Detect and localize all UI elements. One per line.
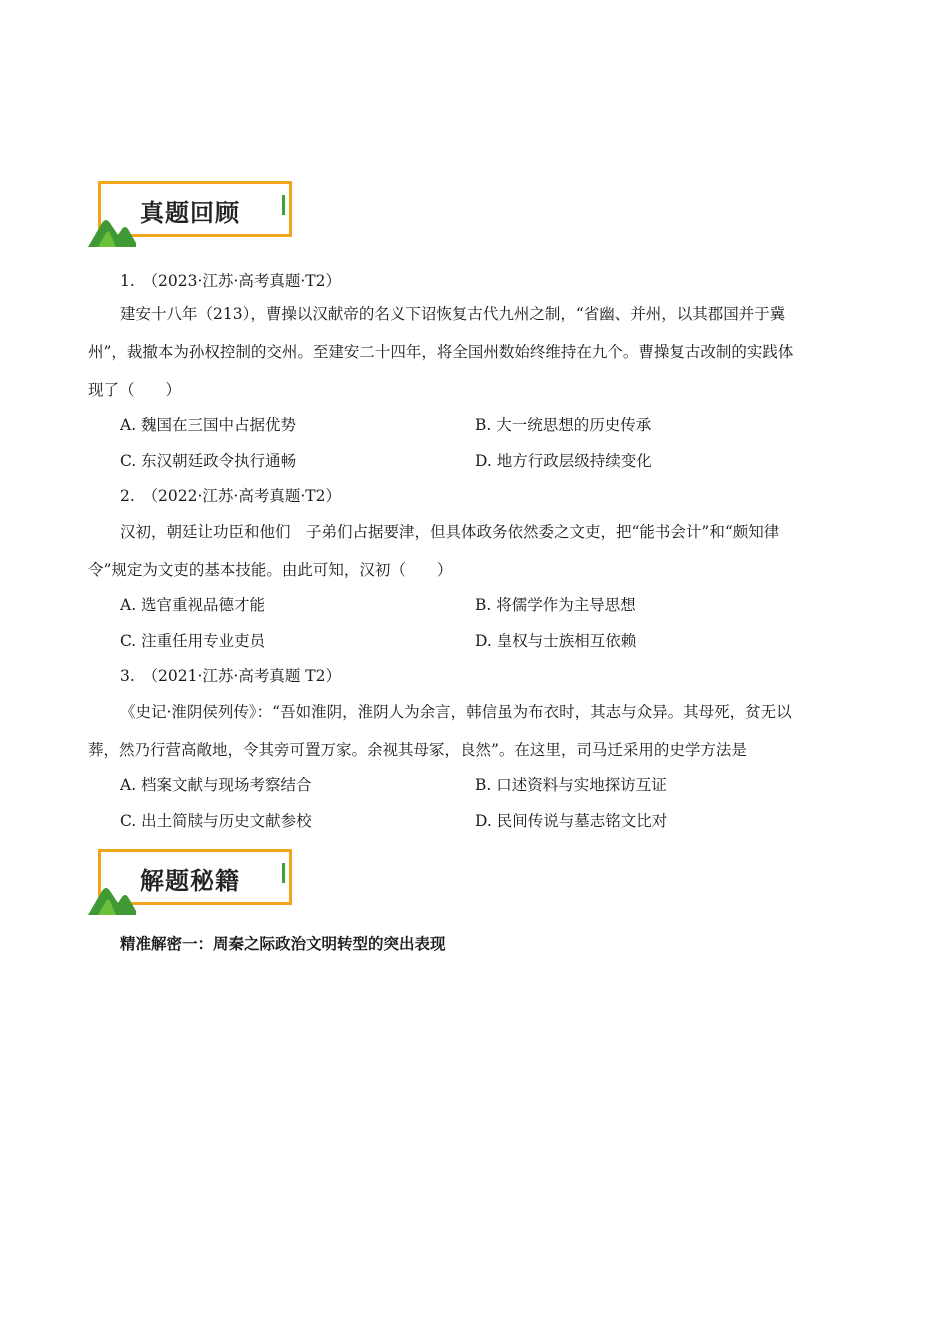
- question-1-option-c[interactable]: C. 东汉朝廷政令执行通畅: [120, 452, 297, 470]
- question-2-text-line: 汉初，朝廷让功臣和他们 子弟们占据要津，但具体政务依然委之文吏，把“能书会计”和“颇知律: [120, 523, 780, 541]
- question-1-text-line: 州”，裁撤本为孙权控制的交州。至建安二十四年，将全国州数始终维持在九个。曹操复古改制的实践体: [88, 343, 794, 361]
- question-3-text-line: 《史记·淮阴侯列传》：“吾如淮阴，淮阴人为余言，韩信虽为布衣时，其志与众异。其母死，贫无以: [120, 703, 792, 721]
- question-2-option-d[interactable]: D. 皇权与士族相互依赖: [475, 632, 637, 650]
- banner-accent-mark: [282, 863, 285, 883]
- question-1-option-a[interactable]: A. 魏国在三国中占据优势: [120, 416, 297, 434]
- section-title: 解题秘籍: [140, 867, 240, 895]
- section-banner-secrets: [88, 849, 298, 913]
- question-1-option-d[interactable]: D. 地方行政层级持续变化: [475, 452, 652, 470]
- question-2-option-c[interactable]: C. 注重任用专业吏员: [120, 632, 266, 650]
- question-3-option-b[interactable]: B. 口述资料与实地探访互证: [475, 776, 667, 794]
- question-2-option-b[interactable]: B. 将儒学作为主导思想: [475, 596, 636, 614]
- question-3-option-c[interactable]: C. 出土简牍与历史文献参校: [120, 812, 312, 830]
- question-1-text-line: 建安十八年（213），曹操以汉献帝的名义下诏恢复古代九州之制，“省幽、并州，以其郡国并于冀: [120, 305, 786, 323]
- question-2-option-a[interactable]: A. 选官重视品德才能: [120, 596, 266, 614]
- section-title: 真题回顾: [140, 199, 240, 227]
- question-3-number: 3. （2021·江苏·高考真题 T2）: [120, 667, 341, 685]
- question-3-option-a[interactable]: A. 档案文献与现场考察结合: [120, 776, 312, 794]
- question-3-option-d[interactable]: D. 民间传说与墓志铭文比对: [475, 812, 668, 830]
- question-1-number: 1. （2023·江苏·高考真题·T2）: [120, 272, 341, 290]
- question-1-option-b[interactable]: B. 大一统思想的历史传承: [475, 416, 652, 434]
- question-2-text-line: 令”规定为文吏的基本技能。由此可知，汉初（ ）: [88, 561, 453, 579]
- section-banner-review: [88, 181, 298, 245]
- secret-heading: 精准解密一：周秦之际政治文明转型的突出表现: [120, 935, 446, 953]
- hills-icon: [88, 211, 136, 247]
- question-1-text-line: 现了（ ）: [88, 381, 182, 399]
- question-3-text-line: 葬，然乃行营高敞地，令其旁可置万家。余视其母冢，良然”。在这里，司马迁采用的史学方法是: [88, 741, 747, 759]
- hills-icon: [88, 879, 136, 915]
- question-2-number: 2. （2022·江苏·高考真题·T2）: [120, 487, 341, 505]
- banner-accent-mark: [282, 195, 285, 215]
